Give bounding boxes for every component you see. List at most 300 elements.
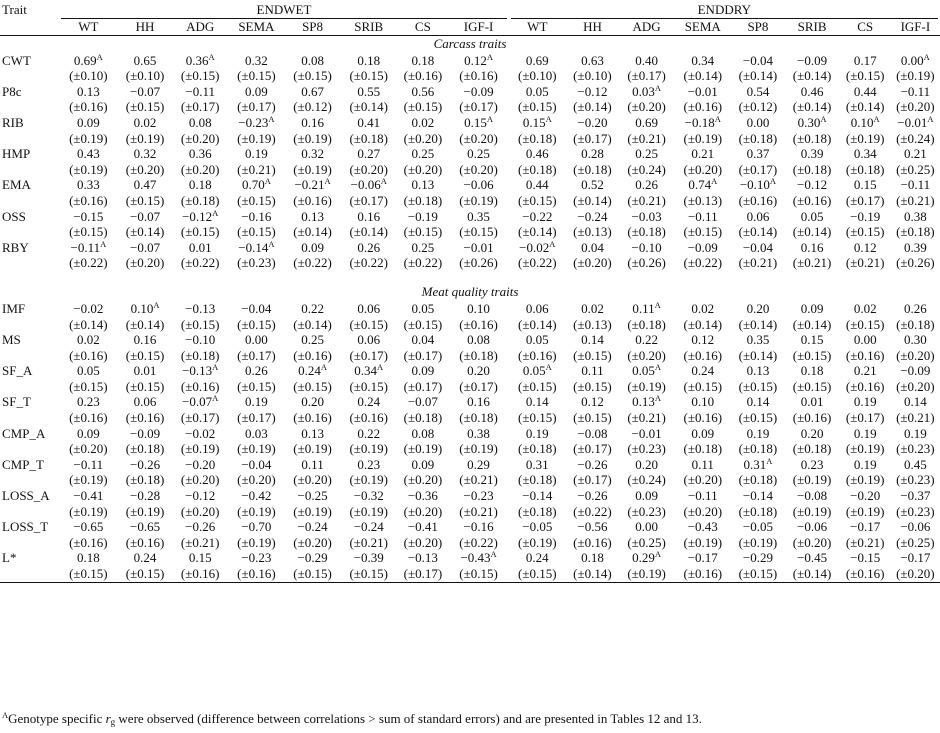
genotype-specific-marker: A: [268, 113, 275, 124]
correlation-cell: [340, 363, 397, 379]
standard-error: (±0.23): [896, 472, 935, 488]
standard-error: (±0.17): [403, 347, 443, 363]
standard-error: (±0.16): [683, 410, 723, 426]
standard-error: (±0.15): [349, 378, 389, 394]
correlation-value: −0.17: [687, 550, 718, 566]
table-row: [0, 146, 940, 162]
correlation-value: 0.10: [850, 114, 874, 130]
table-row-se: [0, 68, 940, 84]
correlation-cell: [340, 550, 397, 566]
correlation-cell: [173, 426, 228, 442]
trait-label: CWT: [2, 52, 31, 68]
correlation-cell: [59, 115, 117, 131]
correlation-value: 0.00: [635, 519, 658, 535]
genotype-specific-marker: A: [268, 238, 275, 249]
genotype-specific-marker: A: [153, 299, 160, 310]
correlation-value: −0.04: [241, 456, 272, 472]
correlation-cell: [840, 363, 891, 379]
correlation-value: 0.01: [133, 363, 157, 379]
correlation-value: −0.15: [850, 550, 881, 566]
correlation-value: −0.13: [185, 300, 216, 316]
column-header: SP8: [731, 19, 784, 36]
standard-error: (±0.23): [896, 441, 935, 457]
correlation-cell: [509, 519, 566, 535]
correlation-cell: [117, 240, 172, 256]
correlation-value: −0.12: [185, 488, 216, 504]
correlation-value: 0.09: [245, 83, 268, 99]
genotype-specific-marker: A: [820, 113, 827, 124]
standard-error: (±0.19): [845, 130, 885, 146]
correlation-cell: [173, 457, 228, 473]
correlation-cell: [785, 488, 840, 504]
correlation-cell: [173, 394, 228, 410]
table-row-se: [0, 131, 940, 147]
genotype-specific-marker: A: [927, 113, 934, 124]
correlation-value: 0.01: [188, 239, 212, 255]
standard-error: (±0.16): [459, 316, 498, 332]
correlation-cell: [228, 84, 285, 100]
standard-error: (±0.20): [896, 99, 935, 115]
correlation-value: −0.23: [463, 488, 494, 504]
correlation-cell: [509, 363, 566, 379]
standard-error: (±0.16): [180, 378, 220, 394]
correlation-cell: [840, 332, 891, 348]
standard-error: (±0.15): [125, 192, 165, 208]
standard-error: (±0.18): [683, 441, 723, 457]
column-header: SP8: [285, 19, 340, 36]
standard-error: (±0.18): [518, 130, 557, 146]
correlation-cell: [285, 146, 340, 162]
standard-error: (±0.15): [509, 566, 566, 582]
standard-error: (±0.15): [792, 347, 832, 363]
standard-error: (±0.23): [896, 503, 935, 519]
standard-error: (±0.17): [180, 410, 220, 426]
correlation-cell: [785, 332, 840, 348]
standard-error: (±0.19): [349, 503, 389, 519]
correlation-value: −0.11: [73, 456, 104, 472]
correlation-cell: [117, 457, 172, 473]
correlation-cell: [448, 84, 508, 100]
correlation-value: −0.02: [185, 425, 216, 441]
correlation-value: 0.19: [903, 425, 927, 441]
correlation-cell: [228, 177, 285, 193]
standard-error: (±0.17): [237, 347, 276, 363]
correlation-value: −0.06: [797, 519, 828, 535]
correlation-cell: [891, 426, 940, 442]
standard-error: (±0.20): [180, 130, 220, 146]
standard-error: (±0.15): [459, 224, 498, 240]
correlation-cell: [731, 240, 784, 256]
genotype-specific-marker: A: [100, 238, 107, 249]
correlation-cell: [674, 177, 731, 193]
standard-error: (±0.20): [293, 472, 332, 488]
correlation-cell: [566, 332, 619, 348]
correlation-value: 0.19: [245, 394, 268, 410]
standard-error: (±0.10): [69, 68, 108, 84]
correlation-value: 0.01: [800, 394, 824, 410]
correlation-value: 0.32: [245, 52, 268, 68]
correlation-cell: [117, 363, 172, 379]
standard-error: (±0.14): [69, 316, 108, 332]
standard-error: (±0.26): [627, 255, 666, 271]
standard-error: (±0.21): [459, 503, 498, 519]
correlation-cell: [674, 115, 731, 131]
standard-error: (±0.15): [403, 316, 443, 332]
standard-error: (±0.20): [627, 99, 666, 115]
standard-error: (±0.19): [293, 441, 332, 457]
correlation-cell: [891, 394, 940, 410]
standard-error: (±0.16): [293, 192, 332, 208]
standard-error: (±0.15): [293, 68, 332, 84]
genotype-specific-marker: A: [549, 238, 556, 249]
correlation-cell: [59, 146, 117, 162]
correlation-cell: [228, 240, 285, 256]
correlation-value: 0.34: [691, 52, 715, 68]
correlation-value: 0.36: [185, 52, 209, 68]
trait-label: CMP_T: [2, 456, 44, 472]
standard-error: (±0.19): [349, 472, 389, 488]
standard-error: (±0.16): [125, 410, 165, 426]
standard-error: (±0.18): [180, 192, 220, 208]
standard-error: (±0.16): [403, 68, 443, 84]
correlation-cell: [785, 209, 840, 225]
correlation-value: −0.20: [850, 488, 881, 504]
correlation-value: −0.24: [577, 208, 608, 224]
correlation-value: −0.08: [577, 425, 608, 441]
correlation-cell: [397, 426, 448, 442]
standard-error: (±0.18): [125, 472, 165, 488]
correlation-value: 0.20: [800, 425, 824, 441]
standard-error: (±0.21): [237, 161, 276, 177]
correlation-value: 0.24: [357, 394, 381, 410]
correlation-value: 0.05: [411, 300, 435, 316]
correlation-value: 0.13: [746, 363, 770, 379]
standard-error: (±0.16): [69, 534, 108, 550]
standard-error: (±0.15): [792, 378, 832, 394]
correlation-value: 0.30: [903, 332, 927, 348]
standard-error: (±0.18): [627, 316, 666, 332]
correlation-value: 0.09: [411, 363, 435, 379]
table-row-se: [0, 535, 940, 551]
correlation-value: −0.18: [684, 114, 715, 130]
correlation-value: 0.18: [357, 52, 381, 68]
standard-error: (±0.19): [125, 503, 165, 519]
correlation-value: 0.05: [525, 83, 549, 99]
correlation-cell: [59, 177, 117, 193]
correlation-cell: [891, 115, 940, 131]
correlation-cell: [285, 177, 340, 193]
correlation-cell: [59, 332, 117, 348]
standard-error: (±0.20): [683, 503, 723, 519]
correlation-value: −0.07: [130, 239, 161, 255]
genotype-specific-marker: A: [212, 207, 219, 218]
standard-error: (±0.17): [845, 192, 885, 208]
correlation-value: 0.47: [133, 177, 157, 193]
correlation-cell: [785, 53, 840, 69]
correlation-cell: [566, 84, 619, 100]
correlation-cell: [731, 84, 784, 100]
correlation-cell: [117, 301, 172, 317]
correlation-cell: [731, 209, 784, 225]
standard-error: (±0.20): [403, 534, 443, 550]
standard-error: (±0.17): [403, 378, 443, 394]
correlation-cell: [228, 115, 285, 131]
standard-error: (±0.20): [627, 347, 666, 363]
correlation-cell: [448, 550, 508, 566]
standard-error: (±0.16): [69, 192, 108, 208]
correlation-cell: [397, 332, 448, 348]
table-row-se: [0, 348, 940, 364]
correlation-value: 0.12: [464, 52, 487, 68]
table-row: [0, 519, 940, 535]
correlation-cell: [785, 426, 840, 442]
column-header: SEMA: [674, 19, 731, 36]
correlation-value: −0.04: [241, 300, 272, 316]
correlation-value: 0.16: [301, 114, 324, 130]
correlation-cell: [173, 115, 228, 131]
standard-error: (±0.18): [518, 441, 557, 457]
correlation-cell: [340, 457, 397, 473]
correlation-cell: [340, 53, 397, 69]
correlation-cell: [785, 301, 840, 317]
correlation-value: −0.15: [73, 208, 104, 224]
standard-error: (±0.19): [518, 534, 557, 550]
correlation-cell: [731, 363, 784, 379]
trait-label: HMP: [2, 146, 31, 162]
correlation-cell: [566, 363, 619, 379]
correlation-value: 0.24: [525, 550, 549, 566]
correlation-cell: [674, 426, 731, 442]
correlation-cell: [891, 519, 940, 535]
correlation-value: −0.11: [687, 488, 718, 504]
correlation-value: −0.14: [742, 488, 773, 504]
correlation-value: 0.09: [411, 456, 435, 472]
correlation-cell: [785, 146, 840, 162]
trait-label: EMA: [2, 177, 31, 193]
correlation-cell: [117, 332, 172, 348]
standard-error: (±0.18): [845, 161, 885, 177]
correlation-value: 0.15: [188, 550, 212, 566]
correlation-cell: [117, 550, 172, 566]
genotype-specific-marker: A: [711, 176, 718, 187]
correlation-cell: [59, 457, 117, 473]
correlation-value: 0.69: [525, 52, 549, 68]
correlation-value: −0.01: [687, 83, 718, 99]
correlation-value: 0.41: [357, 114, 381, 130]
correlation-value: 0.08: [411, 425, 435, 441]
correlation-cell: [619, 394, 674, 410]
correlation-cell: [840, 457, 891, 473]
correlation-cell: [840, 394, 891, 410]
genotype-specific-marker: A: [208, 51, 215, 62]
correlation-cell: [566, 550, 619, 566]
correlation-value: −0.12: [182, 208, 213, 224]
table-row: [0, 550, 940, 566]
correlation-cell: [397, 177, 448, 193]
correlation-value: 0.22: [635, 332, 658, 348]
correlation-value: 0.38: [467, 425, 490, 441]
standard-error: (±0.21): [627, 192, 666, 208]
trait-label: CMP_A: [2, 425, 46, 441]
standard-error: (±0.18): [896, 316, 935, 332]
correlation-value: −0.16: [463, 519, 494, 535]
correlation-value: 0.74: [688, 177, 712, 193]
correlation-value: 0.18: [581, 550, 604, 566]
standard-error: (±0.19): [845, 472, 885, 488]
trait-label: MS: [2, 332, 21, 348]
standard-error: (±0.15): [117, 566, 172, 582]
correlation-cell: [840, 84, 891, 100]
correlation-cell: [173, 488, 228, 504]
correlation-value: 0.40: [635, 52, 658, 68]
standard-error: (±0.18): [349, 130, 389, 146]
correlation-cell: [448, 209, 508, 225]
column-header: IGF-I: [448, 19, 508, 36]
table-row: [0, 394, 940, 410]
correlation-value: −0.07: [130, 208, 161, 224]
standard-error: (±0.19): [792, 472, 832, 488]
standard-error: (±0.16): [518, 347, 557, 363]
standard-error: (±0.18): [403, 410, 443, 426]
correlation-cell: [785, 363, 840, 379]
correlation-cell: [117, 519, 172, 535]
correlation-value: −0.41: [407, 519, 438, 535]
correlation-value: 0.39: [903, 239, 927, 255]
standard-error: (±0.14): [792, 224, 832, 240]
correlation-cell: [731, 426, 784, 442]
correlation-cell: [448, 301, 508, 317]
standard-error: (±0.20): [896, 378, 935, 394]
correlation-value: 0.08: [188, 114, 212, 130]
genotype-specific-marker: A: [320, 362, 327, 373]
standard-error: (±0.22): [573, 503, 612, 519]
standard-error: (±0.18): [738, 503, 778, 519]
correlation-cell: [340, 519, 397, 535]
standard-error: (±0.17): [397, 566, 448, 582]
genotype-specific-marker: A: [766, 455, 773, 466]
standard-error: (±0.15): [683, 378, 723, 394]
correlation-cell: [840, 488, 891, 504]
correlation-value: −0.17: [850, 519, 881, 535]
correlation-cell: [509, 301, 566, 317]
correlation-cell: [397, 550, 448, 566]
correlation-value: 0.02: [581, 300, 604, 316]
correlation-cell: [285, 240, 340, 256]
standard-error: (±0.20): [896, 347, 935, 363]
correlation-cell: [173, 550, 228, 566]
trait-label: LOSS_T: [2, 519, 49, 535]
correlation-value: 0.32: [301, 146, 324, 162]
standard-error: (±0.15): [738, 410, 778, 426]
standard-error: (±0.20): [792, 534, 832, 550]
genotype-specific-marker: A: [654, 82, 662, 93]
correlation-cell: [397, 115, 448, 131]
correlation-value: 0.16: [467, 394, 490, 410]
correlation-cell: [397, 84, 448, 100]
table-row-se: [0, 379, 940, 395]
correlation-cell: [566, 426, 619, 442]
correlation-value: 0.39: [800, 146, 824, 162]
table-row: [0, 209, 940, 225]
correlation-value: 0.02: [411, 114, 435, 130]
correlation-cell: [619, 426, 674, 442]
standard-error: (±0.19): [683, 130, 723, 146]
standard-error: (±0.14): [792, 99, 832, 115]
standard-error: (±0.15): [125, 347, 165, 363]
standard-error: (±0.20): [891, 566, 940, 582]
standard-error: (±0.13): [573, 316, 612, 332]
standard-error: (±0.23): [627, 441, 666, 457]
correlation-value: 0.34: [354, 363, 378, 379]
standard-error: (±0.14): [738, 224, 778, 240]
correlation-value: 0.18: [76, 550, 100, 566]
correlation-value: 0.04: [581, 239, 604, 255]
trait-label: SF_A: [2, 363, 33, 379]
correlation-value: 0.25: [411, 146, 435, 162]
correlation-cell: [228, 363, 285, 379]
correlation-cell: [397, 457, 448, 473]
genotype-specific-marker: A: [380, 176, 387, 187]
correlation-cell: [566, 519, 619, 535]
table-row-se: [0, 99, 940, 115]
correlation-cell: [285, 301, 340, 317]
correlation-value: −0.13: [407, 550, 438, 566]
trait-label: IMF: [2, 300, 26, 316]
standard-error: (±0.17): [573, 472, 612, 488]
standard-error: (±0.15): [518, 99, 557, 115]
standard-error: (±0.21): [896, 410, 935, 426]
correlation-value: −0.10: [185, 332, 216, 348]
table-row: [0, 426, 940, 442]
correlation-cell: [731, 457, 784, 473]
correlation-value: −0.28: [130, 488, 161, 504]
standard-error: (±0.20): [237, 472, 276, 488]
correlation-cell: [785, 550, 840, 566]
correlation-cell: [731, 177, 784, 193]
correlation-cell: [840, 240, 891, 256]
standard-error: (±0.19): [845, 441, 885, 457]
column-header: WT: [509, 19, 566, 36]
standard-error: (±0.19): [69, 503, 108, 519]
standard-error: (±0.15): [59, 566, 117, 582]
correlation-value: 0.04: [411, 332, 435, 348]
correlation-value: 0.70: [241, 177, 265, 193]
standard-error: (±0.21): [845, 534, 885, 550]
correlation-cell: [674, 363, 731, 379]
correlation-cell: [397, 146, 448, 162]
standard-error: (±0.15): [573, 410, 612, 426]
column-header: ADG: [173, 19, 228, 36]
genotype-specific-marker: A: [545, 113, 552, 124]
correlation-cell: [59, 301, 117, 317]
standard-error: (±0.24): [896, 130, 935, 146]
correlation-value: 0.16: [133, 332, 157, 348]
correlation-cell: [117, 115, 172, 131]
correlation-value: 0.00: [245, 332, 268, 348]
standard-error: (±0.19): [896, 68, 935, 84]
correlation-value: 0.12: [581, 394, 604, 410]
standard-error: (±0.20): [459, 161, 498, 177]
standard-error: (±0.14): [785, 566, 840, 582]
correlation-value: −0.39: [353, 550, 384, 566]
table-row: [0, 332, 940, 348]
correlation-cell: [785, 115, 840, 131]
standard-error: (±0.19): [293, 161, 332, 177]
correlation-cell: [509, 488, 566, 504]
genotype-specific-marker: A: [324, 176, 331, 187]
correlation-cell: [619, 53, 674, 69]
correlation-cell: [891, 84, 940, 100]
